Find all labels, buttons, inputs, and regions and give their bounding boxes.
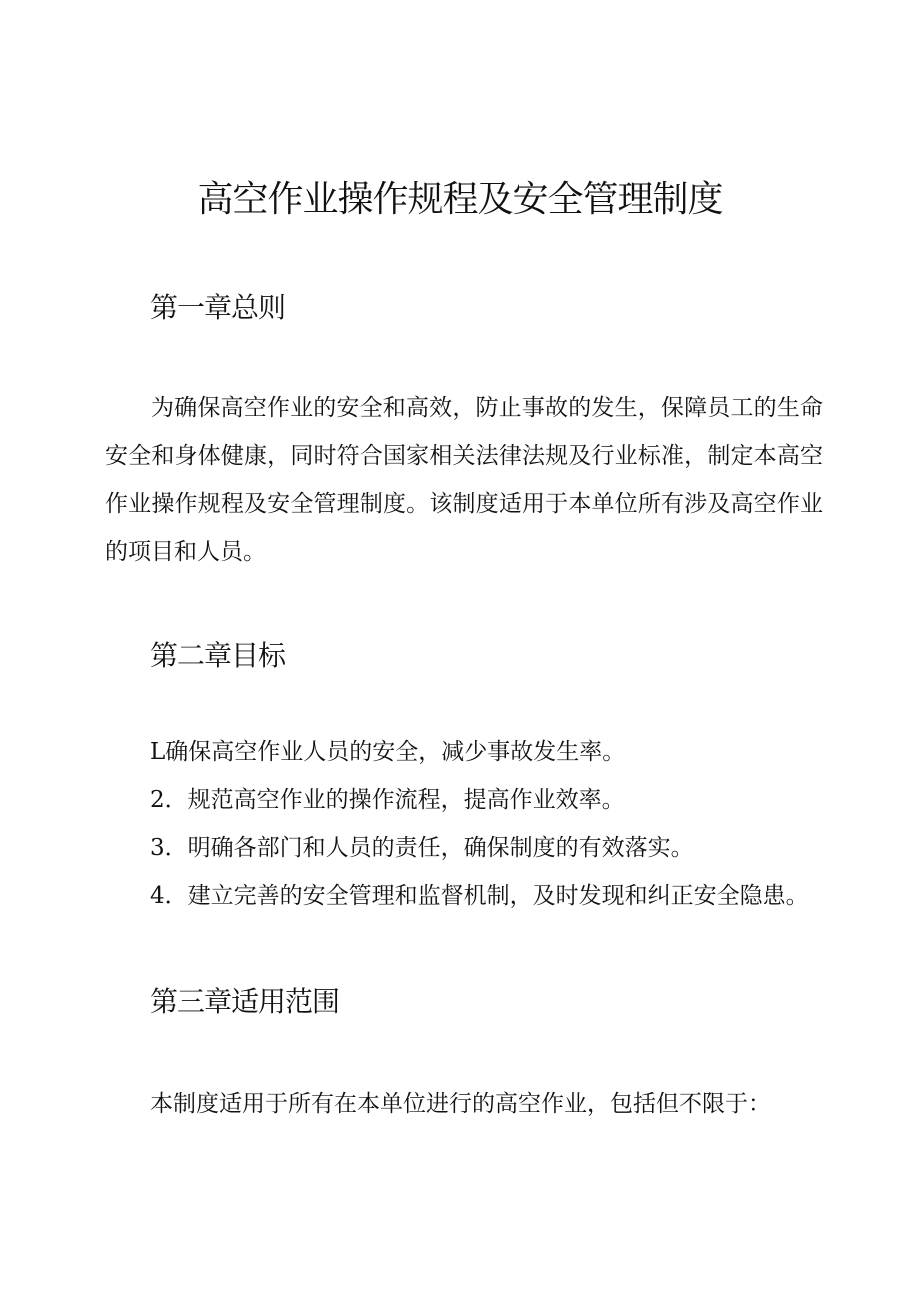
chapter-3-paragraph: 本制度适用于所有在本单位进行的高空作业，包括但不限于： [150, 1091, 771, 1117]
chapter-2-heading: 第二章目标 [150, 639, 286, 672]
chapter-1-paragraph: 为确保高空作业的安全和高效，防止事故的发生，保障员工的生命安全和身体健康，同时符合国家相关法律法规及行业标准，制定本高空作业操作规程及安全管理制度。该制度适用于本单位所有涉及高空作业的项目和人员。 [105, 395, 823, 565]
list-item: 3．明确各部门和人员的责任，确保制度的有效落实。 [150, 835, 694, 861]
chapter-1-heading: 第一章总则 [150, 291, 286, 324]
document-title: 高空作业操作规程及安全管理制度 [197, 179, 723, 220]
list-item: L确保高空作业人员的安全，减少事故发生率。 [150, 739, 626, 765]
chapter-3-heading: 第三章适用范围 [150, 985, 340, 1018]
list-item: 2．规范高空作业的操作流程，提高作业效率。 [150, 787, 625, 813]
objectives-list [150, 728, 850, 920]
list-item: 4．建立完善的安全管理和监督机制，及时发现和纠正安全隐患。 [150, 883, 809, 909]
